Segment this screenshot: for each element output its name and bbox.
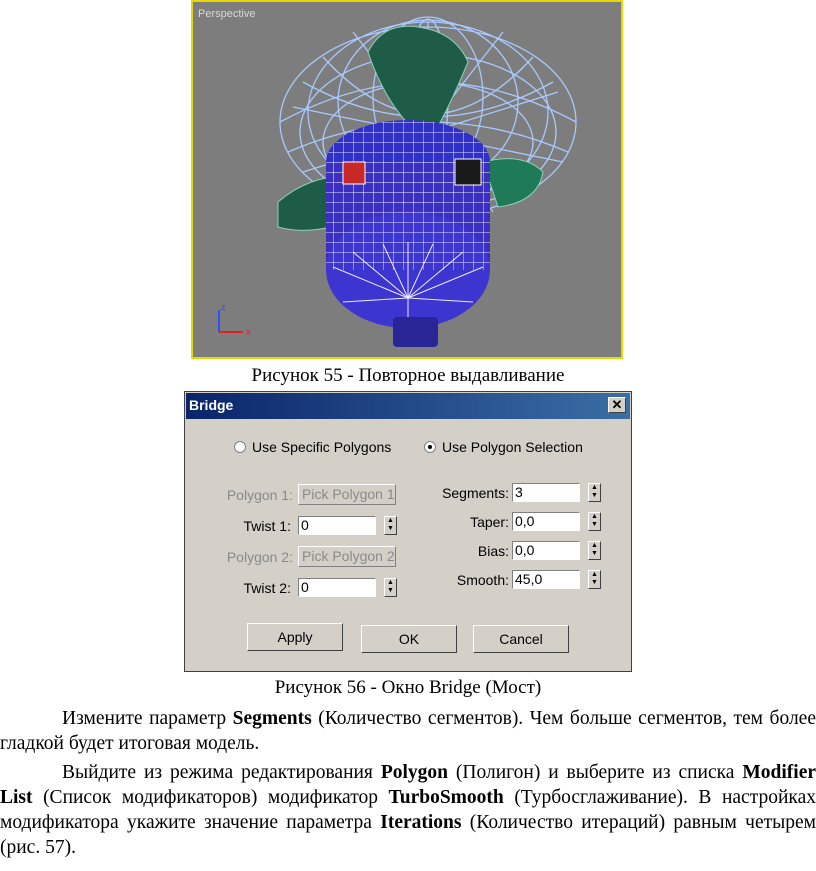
figure-56-caption: Рисунок 56 - Окно Bridge (Мост) <box>274 677 542 698</box>
blue-body <box>326 120 490 347</box>
bold-term: Iterations <box>380 812 462 833</box>
radio-circle-icon <box>234 441 246 453</box>
viewport-scene <box>193 2 621 357</box>
twist2-label: Twist 2: <box>243 580 291 596</box>
apply-button[interactable]: Apply <box>247 623 343 651</box>
taper-input[interactable]: 0,0 <box>512 512 580 531</box>
close-icon: ✕ <box>611 397 623 412</box>
text: (Количество сегментов). Чем больше сегментов, тем более гладкой будет итоговая модель. <box>0 708 816 754</box>
twist1-input[interactable]: 0 <box>298 516 376 535</box>
polygon2-label: Polygon 2: <box>226 549 293 565</box>
spinner-arrows-icon: ▲ ▼ <box>591 484 598 499</box>
polygon1-label: Polygon 1: <box>226 487 293 503</box>
text: Выйдите из режима редактирования <box>62 762 381 783</box>
viewport-label[interactable]: Perspective <box>198 8 256 20</box>
bias-spinner[interactable] <box>588 541 601 560</box>
bias-input[interactable]: 0,0 <box>512 541 580 560</box>
radio-use-polygon-selection[interactable] <box>424 439 583 455</box>
smooth-spinner[interactable] <box>588 570 601 589</box>
spinner-arrows-icon: ▲ ▼ <box>591 542 598 557</box>
close-button[interactable] <box>608 397 626 413</box>
taper-spinner[interactable] <box>588 512 601 531</box>
text: (Список модификаторов) модификатор <box>32 787 389 808</box>
radio-use-specific-polygons[interactable] <box>234 439 391 455</box>
spinner-arrows-icon: ▲ ▼ <box>591 571 598 586</box>
segments-spinner[interactable] <box>588 483 601 502</box>
spinner-arrows-icon: ▲ ▼ <box>591 513 598 528</box>
spinner-arrows-icon: ▲ ▼ <box>387 579 394 594</box>
pick-polygon2-button[interactable]: Pick Polygon 2 <box>298 546 396 567</box>
segments-input[interactable]: 3 <box>512 483 580 502</box>
bold-term: Modifier List <box>0 762 816 808</box>
bold-term: Segments <box>232 708 312 729</box>
twist1-spinner[interactable] <box>384 516 397 535</box>
dialog-titlebar[interactable] <box>186 393 630 419</box>
ok-button[interactable]: OK <box>361 625 457 653</box>
spinner-arrows-icon: ▲ ▼ <box>387 517 394 532</box>
text: (Полигон) и выберите из списка <box>448 762 743 783</box>
pick-polygon1-button[interactable]: Pick Polygon 1 <box>298 484 396 505</box>
paragraph-segments <box>0 706 816 756</box>
axis-x-label: x <box>246 327 251 337</box>
radio-circle-selected-icon <box>424 441 436 453</box>
bias-label: Bias: <box>477 543 509 559</box>
dialog-title: Bridge <box>189 397 234 413</box>
text: Измените параметр <box>62 708 233 729</box>
figure-55-caption: Рисунок 55 - Повторное выдавливание <box>251 365 565 386</box>
axis-gizmo <box>219 310 243 332</box>
axis-z-label: z <box>221 302 226 312</box>
text: (Количество итераций) равным четырем (рис. 57). <box>0 812 816 858</box>
bridge-dialog <box>184 391 632 672</box>
smooth-input[interactable]: 45,0 <box>512 570 580 589</box>
red-extrusion-right <box>455 159 481 185</box>
radio-selection-label: Use Polygon Selection <box>442 439 583 455</box>
bold-term: TurboSmooth <box>388 787 504 808</box>
radio-specific-label: Use Specific Polygons <box>252 439 392 455</box>
red-extrusion-left <box>343 162 365 184</box>
text: (Турбосглаживание). В настройках модификатора укажите значение параметра <box>0 787 816 833</box>
paragraph-turbosmooth <box>0 760 816 860</box>
twist2-input[interactable]: 0 <box>298 578 376 597</box>
twist1-label: Twist 1: <box>243 518 291 534</box>
cancel-button[interactable]: Cancel <box>473 625 569 653</box>
smooth-label: Smooth: <box>456 572 509 588</box>
twist2-spinner[interactable] <box>384 578 397 597</box>
bold-term: Polygon <box>380 762 448 783</box>
segments-label: Segments: <box>442 485 509 501</box>
perspective-viewport[interactable] <box>191 0 623 359</box>
taper-label: Taper: <box>470 514 509 530</box>
